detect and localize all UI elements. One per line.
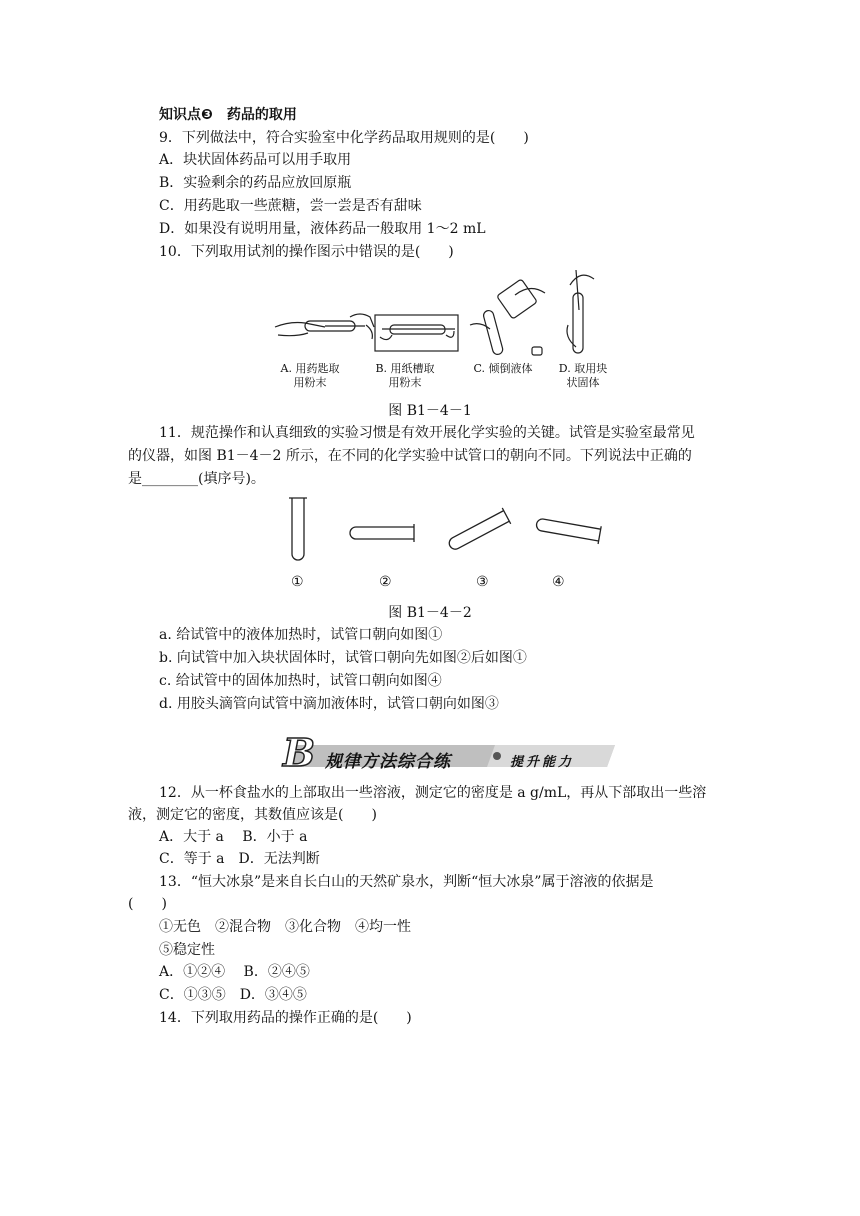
banner-subtitle: 提升能力 [510, 755, 575, 770]
q11-line-2: 的仪器，如图 B1－4－2 所示，在不同的化学实验中试管口的朝向不同。下列说法中正确的 [128, 448, 692, 464]
section-heading-prefix: 知识点 [159, 107, 201, 123]
figure-a-label: A. 用药匙取 用粉末 [280, 362, 340, 389]
q9-stem: 9．下列做法中，符合实验室中化学药品取用规则的是( ) [159, 130, 529, 146]
tube-number-3: ③ [476, 574, 489, 590]
figure-b1-4-2 [270, 490, 610, 570]
tube-number-2: ② [379, 574, 392, 590]
figure-b1-4-1-caption: 图 B1－4－1 [388, 403, 472, 419]
q13-options-ab: A．①②④ B．②④⑤ [159, 964, 310, 980]
q13-line-1: 13．“恒大冰泉”是来自长白山的天然矿泉水，判断“恒大冰泉”属于溶液的依据是 [159, 874, 654, 890]
figure-c-label: C. 倾倒液体 [473, 362, 533, 375]
test-tube-1 [292, 498, 304, 560]
figure-b-paper-trough-illustration [375, 315, 458, 351]
test-tube-3 [447, 511, 509, 552]
figure-b-label: B. 用纸槽取 用粉末 [375, 362, 435, 389]
figure-b1-4-2-caption: 图 B1－4－2 [388, 605, 472, 621]
q11-statement-d: d. 用胶头滴管向试管中滴加液体时，试管口朝向如图③ [159, 696, 499, 712]
q12-line-1: 12．从一杯食盐水的上部取出一些溶液，测定它的密度是 a g/mL，再从下部取出一些溶 [159, 785, 707, 801]
banner-title: 规律方法综合练 [325, 752, 451, 772]
q13-choices-1: ①无色 ②混合物 ③化合物 ④均一性 [159, 919, 411, 935]
q9-option-d: D．如果没有说明用量，液体药品一般取用 1～2 mL [159, 221, 486, 237]
section-number-badge: ❸ [201, 107, 213, 123]
figure-c-pouring-illustration [470, 279, 545, 356]
q10-stem: 10．下列取用试剂的操作图示中错误的是( ) [159, 244, 454, 260]
test-tube-4 [536, 518, 601, 541]
figure-d-label: D. 取用块 状固体 [558, 362, 608, 389]
q13-options-cd: C．①③⑤ D．③④⑤ [159, 987, 307, 1003]
q13-choices-2: ⑤稳定性 [159, 942, 215, 958]
q11-line-1: 11．规范操作和认真细致的实验习惯是有效开展化学实验的关键。试管是实验室最常见 [159, 425, 695, 441]
q12-line-2: 液，测定它的密度，其数值应该是( ) [128, 807, 377, 823]
tube-number-1: ① [291, 574, 304, 590]
q13-line-2: ( ) [128, 896, 167, 912]
q11-statement-b: b. 向试管中加入块状固体时，试管口朝向先如图②后如图① [159, 650, 527, 666]
test-tube-2 [350, 527, 414, 539]
q9-option-a: A．块状固体药品可以用手取用 [159, 152, 352, 168]
q9-option-b: B．实验剩余的药品应放回原瓶 [159, 175, 352, 191]
q11-statement-a: a. 给试管中的液体加热时，试管口朝向如图① [159, 627, 443, 643]
tube-number-4: ④ [552, 574, 565, 590]
q12-options-ab: A．大于 a B．小于 a [159, 829, 308, 845]
figure-d-block-solid-illustration [567, 270, 594, 353]
figure-a-spoon-illustration [275, 314, 374, 339]
section-heading [159, 105, 297, 125]
section-heading-title: 药品的取用 [226, 107, 297, 123]
q14-stem: 14．下列取用药品的操作正确的是( ) [159, 1010, 412, 1026]
q11-statement-c: c. 给试管中的固体加热时，试管口朝向如图④ [159, 673, 442, 689]
banner-letter-logo: B [283, 730, 316, 775]
q12-options-cd: C．等于 a D．无法判断 [159, 851, 320, 867]
q9-option-c: C．用药匙取一些蔗糖，尝一尝是否有甜味 [159, 198, 422, 214]
q11-line-3: 是________(填序号)。 [128, 471, 265, 487]
